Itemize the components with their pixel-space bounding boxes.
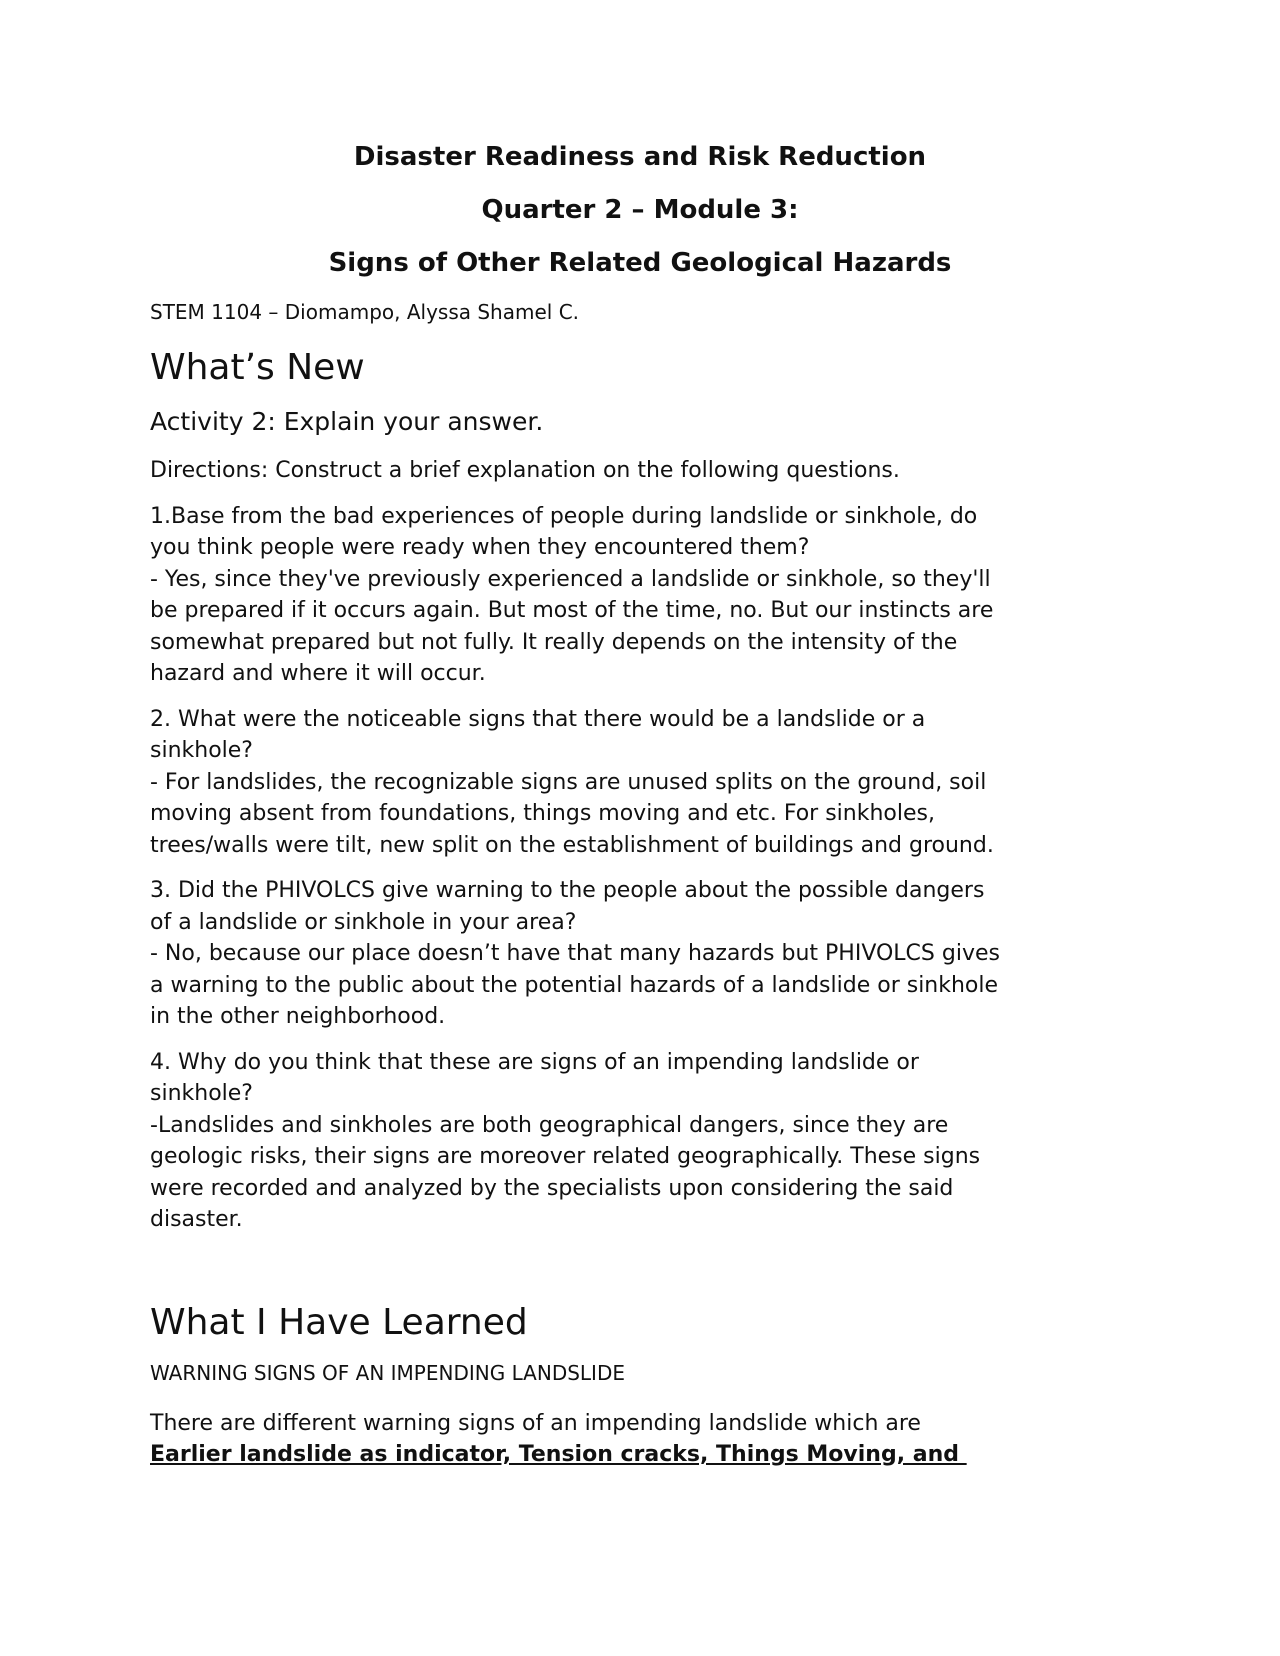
question-2-line: sinkhole? (150, 738, 253, 763)
learned-emphasis-line (150, 1439, 1130, 1471)
question-1-line: 1.Base from the bad experiences of people during landslide or sinkhole, do (150, 503, 978, 529)
question-3-line: 3. Did the PHIVOLCS give warning to the people about the possible dangers (150, 878, 985, 903)
answer-1-line: somewhat prepared but not fully. It really depends on the intensity of the (150, 629, 958, 655)
lesson-title: Signs of Other Related Geological Hazards (328, 248, 952, 278)
answer-1-line: hazard and where it will occur. (150, 661, 486, 686)
directions-text: Directions: Construct a brief explanation on the following questions. (150, 458, 900, 483)
document-page (150, 140, 1130, 1485)
learned-paragraph (150, 1408, 1130, 1471)
author-line: STEM 1104 – Diomampo, Alyssa Shamel C. (150, 300, 580, 324)
answer-4-line: geologic risks, their signs are moreover related geographically. These signs (150, 1144, 981, 1169)
question-1-line: you think people were ready when they encountered them? (150, 535, 810, 560)
answer-3-line: - No, because our place doesn’t have that many hazards but PHIVOLCS gives (150, 941, 1000, 966)
answer-2-line: moving absent from foundations, things moving and etc. For sinkholes, (150, 801, 935, 826)
question-1 (150, 501, 1130, 690)
answer-2-line: - For landslides, the recognizable signs are unused splits on the ground, soil (150, 769, 987, 795)
module-title: Quarter 2 – Module 3: (481, 195, 799, 225)
what-i-have-learned-heading: What I Have Learned (150, 1301, 528, 1343)
question-4-line: 4. Why do you think that these are signs of an impending landslide or (150, 1049, 919, 1075)
answer-2-line: trees/walls were tilt, new split on the establishment of buildings and ground. (150, 832, 994, 858)
answer-4-line: were recorded and analyzed by the specialists upon considering the said (150, 1175, 954, 1201)
question-4-line: sinkhole? (150, 1081, 253, 1106)
question-2-line: 2. What were the noticeable signs that there would be a landslide or a (150, 706, 926, 732)
answer-3-line: in the other neighborhood. (150, 1004, 446, 1029)
answer-3-line: a warning to the public about the potential hazards of a landslide or sinkhole (150, 972, 999, 998)
activity-heading: Activity 2: Explain your answer. (150, 407, 544, 436)
question-4 (150, 1047, 1130, 1236)
question-2 (150, 704, 1130, 862)
answer-1-line: - Yes, since they've previously experienced a landslide or sinkhole, so they'll (150, 566, 991, 592)
landslide-signs-subheading: WARNING SIGNS OF AN IMPENDING LANDSLIDE (150, 1360, 625, 1385)
whats-new-heading: What’s New (150, 347, 365, 388)
question-3 (150, 875, 1130, 1033)
answer-4-line: disaster. (150, 1207, 243, 1232)
question-3-line: of a landslide or sinkhole in your area? (150, 909, 577, 935)
document-title: Disaster Readiness and Risk Reduction (353, 142, 927, 172)
answer-1-line: be prepared if it occurs again. But most of the time, no. But our instincts are (150, 598, 994, 623)
answer-4-line: -Landslides and sinkholes are both geographical dangers, since they are (150, 1112, 949, 1138)
warning-signs-emphasis: Earlier landslide as indicator, Tension cracks, Things Moving, and (150, 1442, 967, 1467)
learned-intro-line: There are different warning signs of an impending landslide which are (150, 1410, 921, 1436)
section-spacer (150, 1250, 1130, 1300)
